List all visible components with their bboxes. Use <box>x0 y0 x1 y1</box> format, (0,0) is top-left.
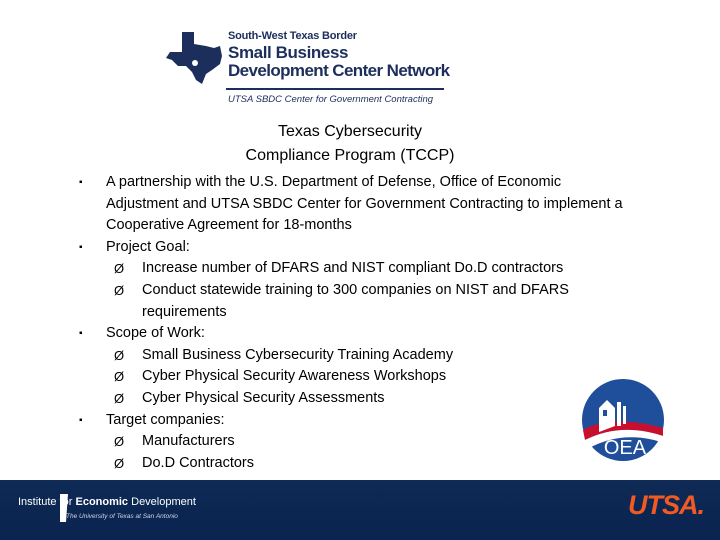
arrow-bullet-icon: Ø <box>114 347 125 363</box>
bullet-text-line: Cooperative Agreement for 18-months <box>106 217 352 234</box>
texas-map-icon <box>164 30 226 86</box>
oea-logo-text: OEA <box>603 437 647 459</box>
arrow-bullet-icon: Ø <box>114 282 125 298</box>
sub-bullet-text-line: Conduct statewide training to 300 companies on NIST and DFARS <box>142 281 569 298</box>
bullet-marker-icon: ▪ <box>79 177 83 188</box>
logo-line2: Small Business <box>228 43 349 62</box>
bullet-marker-icon: ▪ <box>79 414 83 426</box>
bullet-text-line: Scope of Work: <box>106 325 205 342</box>
bullet-marker-icon: ▪ <box>79 328 83 340</box>
bullet-marker-icon: ▪ <box>79 241 83 253</box>
sub-bullet-text-line: Do.D Contractors <box>142 454 255 471</box>
sub-bullet-text-line: Cyber Physical Security Assessments <box>142 389 385 406</box>
footer-bar <box>0 480 720 540</box>
oea-logo <box>581 378 665 462</box>
sub-bullet-item <box>106 280 700 323</box>
sub-bullet-item <box>106 258 700 280</box>
sbdc-logo <box>164 22 454 114</box>
utsa-logo: UTSA. <box>628 490 704 520</box>
slide-title <box>0 120 700 168</box>
ied-logo-text <box>18 496 196 508</box>
arrow-bullet-icon: Ø <box>114 261 125 277</box>
ied-subtitle: The University of Texas at San Antonio <box>66 513 178 520</box>
ied-suffix: Development <box>128 496 196 508</box>
bullet-item <box>76 172 700 237</box>
title-line2: Compliance Program (TCCP) <box>245 147 455 164</box>
arrow-bullet-icon: Ø <box>114 455 125 471</box>
logo-line4: UTSA SBDC Center for Government Contracting <box>228 94 434 105</box>
bullet-item <box>76 323 700 345</box>
sub-bullet-text-line: Small Business Cybersecurity Training Academy <box>142 346 454 363</box>
logo-line3: Development Center Network <box>228 61 450 80</box>
sub-bullet-text-line: requirements <box>142 303 227 320</box>
arrow-bullet-icon: Ø <box>114 390 125 406</box>
title-line1: Texas Cybersecurity <box>277 123 423 140</box>
bullet-text-line: Project Goal: <box>106 238 190 255</box>
logo-line1: South-West Texas Border <box>228 30 357 42</box>
bullet-text-line: A partnership with the U.S. Department of Defense, Office of Economic <box>106 174 562 190</box>
ied-bold: Economic <box>75 496 129 508</box>
sub-bullet-text-line: Manufacturers <box>142 433 235 450</box>
sub-bullet-text-line: Cyber Physical Security Awareness Workshops <box>142 368 447 385</box>
sub-bullet-item <box>106 345 700 367</box>
bullet-text-line: Target companies: <box>106 411 225 428</box>
arrow-bullet-icon: Ø <box>114 434 125 450</box>
bullet-text-line: Adjustment and UTSA SBDC Center for Government Contracting to implement a <box>106 195 623 212</box>
arrow-bullet-icon: Ø <box>114 369 125 385</box>
bullet-item <box>76 237 700 259</box>
ied-prefix: Institute for <box>18 496 76 508</box>
logo-rule <box>226 88 444 90</box>
sub-bullet-text-line: Increase number of DFARS and NIST compliant Do.D contractors <box>142 260 564 277</box>
